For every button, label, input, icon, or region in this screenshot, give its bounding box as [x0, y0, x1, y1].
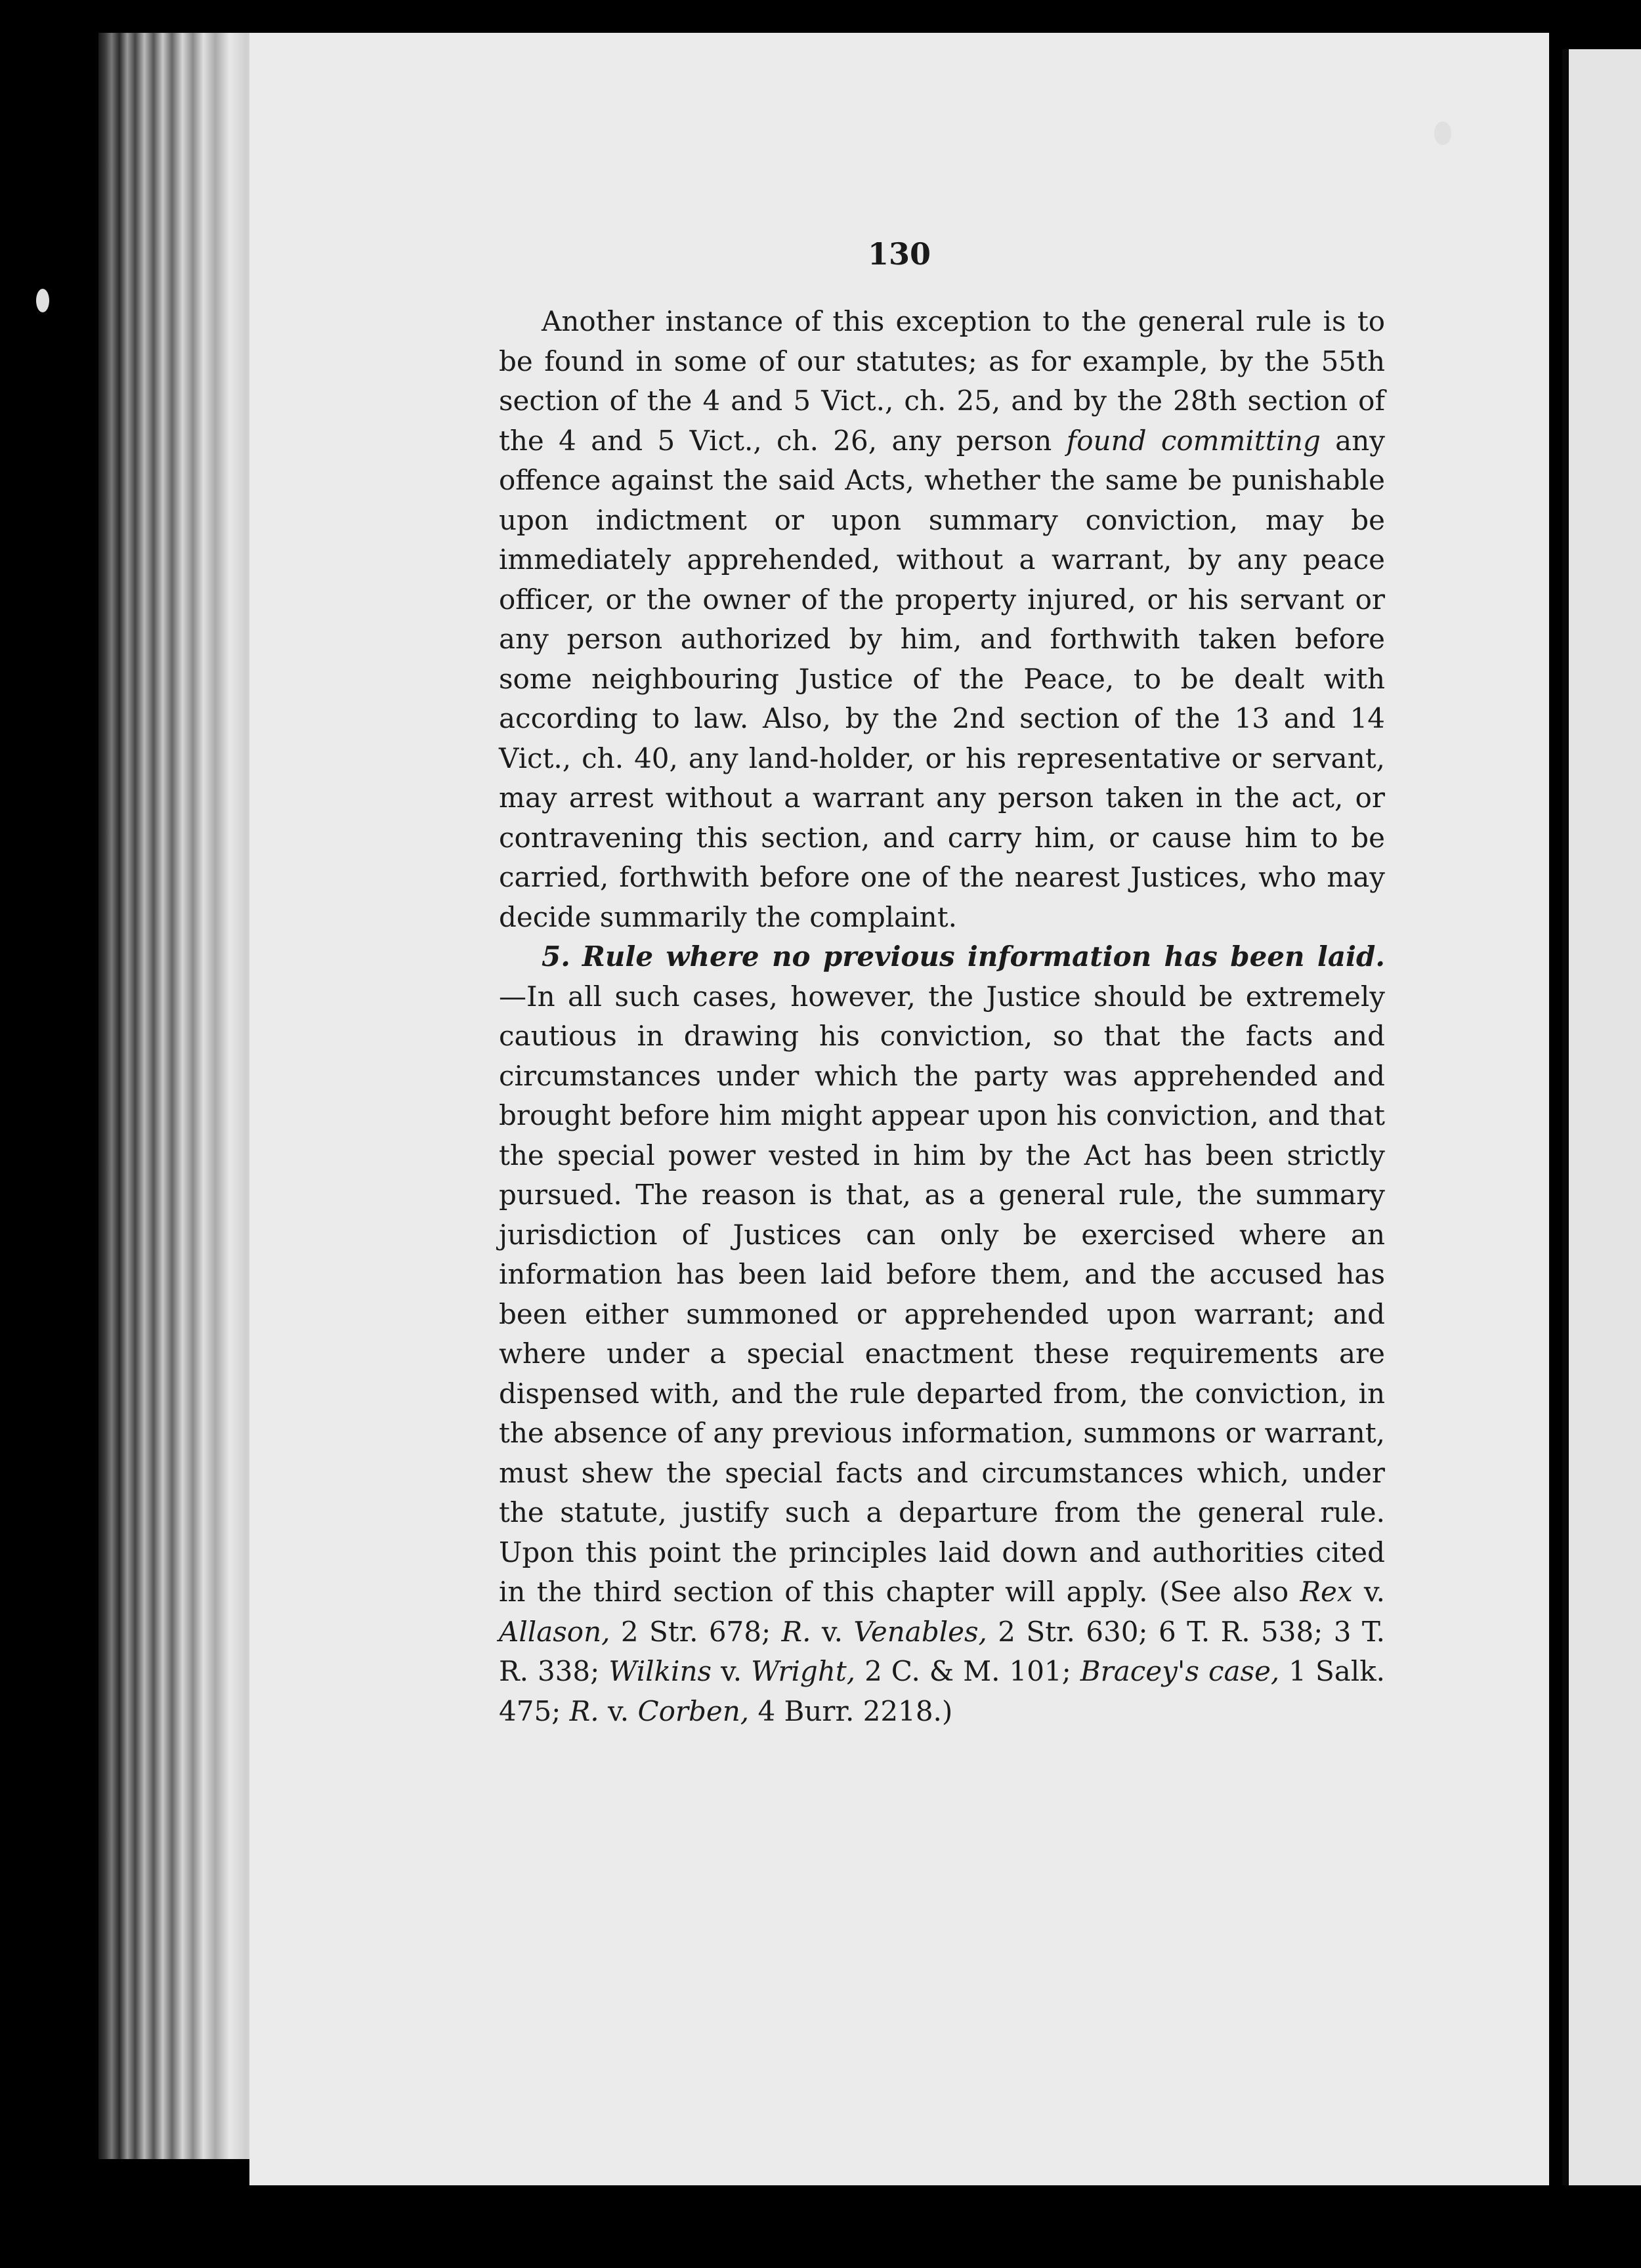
citation-text: v.	[1352, 1576, 1385, 1608]
facing-page-edge	[1562, 49, 1641, 2185]
paragraph-rule-5	[499, 937, 1385, 1731]
case-name: R.	[569, 1694, 599, 1727]
case-name: Bracey's case,	[1080, 1655, 1280, 1687]
case-name: Rex	[1300, 1576, 1353, 1608]
emphasis-text: found committing	[1066, 424, 1321, 457]
case-name: R.	[781, 1615, 811, 1648]
citation-text: v.	[811, 1615, 854, 1648]
case-name: Wilkins	[608, 1655, 712, 1687]
citation-text: 2 C. & M. 101;	[855, 1655, 1080, 1687]
case-name: Wright,	[751, 1655, 856, 1687]
book-fore-edge	[98, 33, 263, 2159]
paragraph-text: —In all such cases, however, the Justice should be extremely cautious in drawing his conviction, so that the facts and circumstances under which the party was apprehended and brought before him might appear upon his conviction, and that the special power vested in him by the Act has been strictly pursued. The reason is that, as a general rule, the summary jurisdiction of Justices can only be exercised where an information has been laid before them, and the accused has been either summoned or apprehended upon warrant; and where under a special enactment these requirements are dispensed with, and the rule departed from, the conviction, in the absence of any previous information, summons or warrant, must shew the special facts and circumstances which, under the statute, justify such a departure from the general rule. Upon this point the principles laid down and authorities cited in the third section of this chapter will apply. (See also	[499, 980, 1385, 1608]
body-text	[499, 302, 1385, 1731]
case-name: Venables,	[853, 1615, 987, 1648]
scan-speck	[1434, 121, 1451, 145]
citation-text: v.	[599, 1694, 638, 1727]
section-heading: Rule where no previous information has been laid.	[582, 940, 1386, 973]
citation-text: 1 Salk. 475;	[499, 1655, 1386, 1727]
paragraph-statutory-exception	[499, 302, 1385, 937]
page-number: 130	[867, 236, 931, 272]
section-number: 5.	[542, 940, 570, 973]
case-name: Allason,	[499, 1615, 610, 1648]
citation-text: v.	[712, 1655, 752, 1687]
case-name: Corben,	[637, 1694, 750, 1727]
citation-text: 4 Burr. 2218.)	[749, 1694, 953, 1727]
paragraph-text: any offence against the said Acts, whether the same be punishable upon indictment or upon summary conviction, may be immediately apprehended, without a warrant, by any peace officer, or the owner of the property injured, or his servant or any person authorized by him, and forthwith taken before some neighbouring Justice of the Peace, to be dealt with according to law. Also, by the 2nd section of the 13 and 14 Vict., ch. 40, any land-holder, or his representative or servant, may arrest without a warrant any person taken in the act, or contravening this section, and carry him, or cause him to be carried, forthwith before one of the nearest Justices, who may decide summarily the complaint.	[499, 424, 1386, 933]
scan-speck	[36, 289, 49, 312]
citation-text: 2 Str. 630; 6 T. R. 538; 3 T. R. 338;	[499, 1615, 1386, 1687]
citation-text: 2 Str. 678;	[610, 1615, 782, 1648]
paragraph-text: Another instance of this exception to the general rule is to be found in some of our statutes; as for example, by the 55th section of the 4 and 5 Vict., ch. 25, and by the 28th section of the 4 and 5 Vict., ch. 26, any person	[499, 305, 1385, 457]
